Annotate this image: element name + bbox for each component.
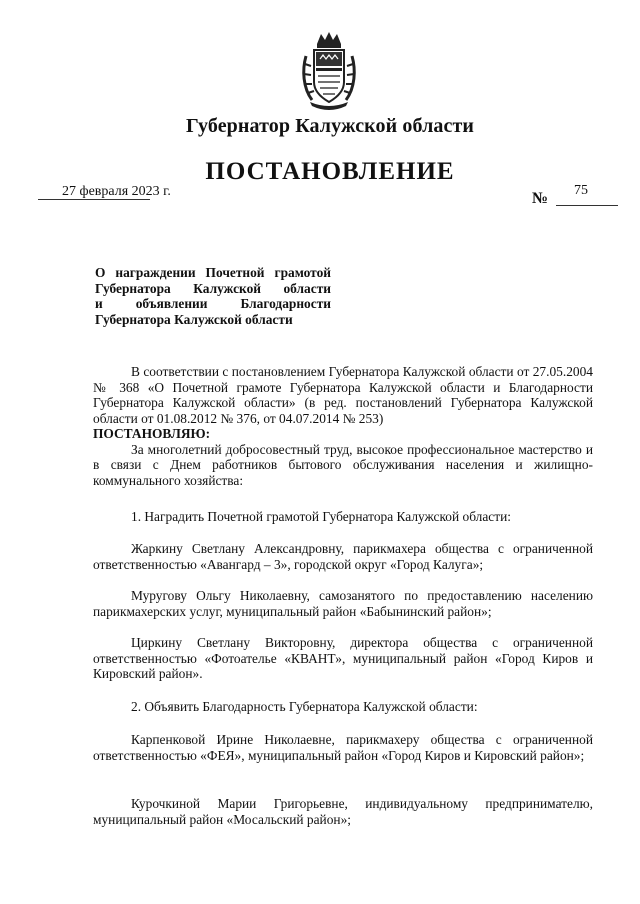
decree-word: ПОСТАНОВЛЯЮ: bbox=[93, 426, 211, 441]
award-entry: Муругову Ольгу Николаевну, самозанятого по предоставлению населению парикмахерских услуг, муниципальный район «Бабынинский район»; bbox=[93, 588, 593, 619]
authority-title: Губернатор Калужской области bbox=[185, 115, 475, 137]
award-entry: Жаркину Светлану Александровну, парикмахера общества с ограниченной ответственностью «Авангард – 3», городской округ «Город Калуга»; bbox=[93, 541, 593, 572]
decree-number: 75 bbox=[574, 183, 588, 198]
preamble-block bbox=[93, 364, 593, 488]
number-underline bbox=[556, 205, 618, 206]
section-2-heading: 2. Объявить Благодарность Губернатора Калужской области: bbox=[131, 699, 478, 714]
preamble-text: В соответствии с постановлением Губернатора Калужской области от 27.05.2004 № 368 «О Почетной грамоте Губернатора Калужской области и Благодарности Губернатора Калужской области» (в ред. постановлений Губернатора Калужской области от 01.08.2012 № 376, от 04.07.2014 № 253) bbox=[93, 364, 593, 426]
subject-line: О награждении Почетной грамотой bbox=[95, 265, 331, 280]
document-type-title: ПОСТАНОВЛЕНИЕ bbox=[205, 158, 455, 185]
award-entry: Циркину Светлану Викторовну, директора общества с ограниченной ответственностью «Фотоателье «КВАНТ», муниципальный район «Город Киров и Кировский район». bbox=[93, 635, 593, 681]
subject-line: и объявлении Благодарности bbox=[95, 296, 331, 311]
gratitude-entry: Курочкиной Марии Григорьевне, индивидуальному предпринимателю, муниципальный район «Мосальский район»; bbox=[93, 796, 593, 827]
decree-subject bbox=[95, 265, 331, 327]
decree-date: 27 февраля 2023 г. bbox=[62, 184, 171, 199]
subject-line: Губернатора Калужской области bbox=[95, 311, 293, 327]
date-underline bbox=[38, 199, 150, 200]
reason-text: За многолетний добросовестный труд, высокое профессиональное мастерство и в связи с Днем работников бытового обслуживания населения и жилищно-коммунального хозяйства: bbox=[93, 441, 593, 488]
coat-of-arms-icon bbox=[300, 30, 358, 110]
number-sign: № bbox=[532, 190, 549, 207]
gratitude-entry: Карпенковой Ирине Николаевне, парикмахеру общества с ограниченной ответственностью «ФЕЯ», муниципальный район «Город Киров и Кировский район»; bbox=[93, 732, 593, 763]
subject-line: Губернатора Калужской области bbox=[95, 280, 331, 296]
section-1-heading: 1. Наградить Почетной грамотой Губернатора Калужской области: bbox=[131, 509, 511, 524]
